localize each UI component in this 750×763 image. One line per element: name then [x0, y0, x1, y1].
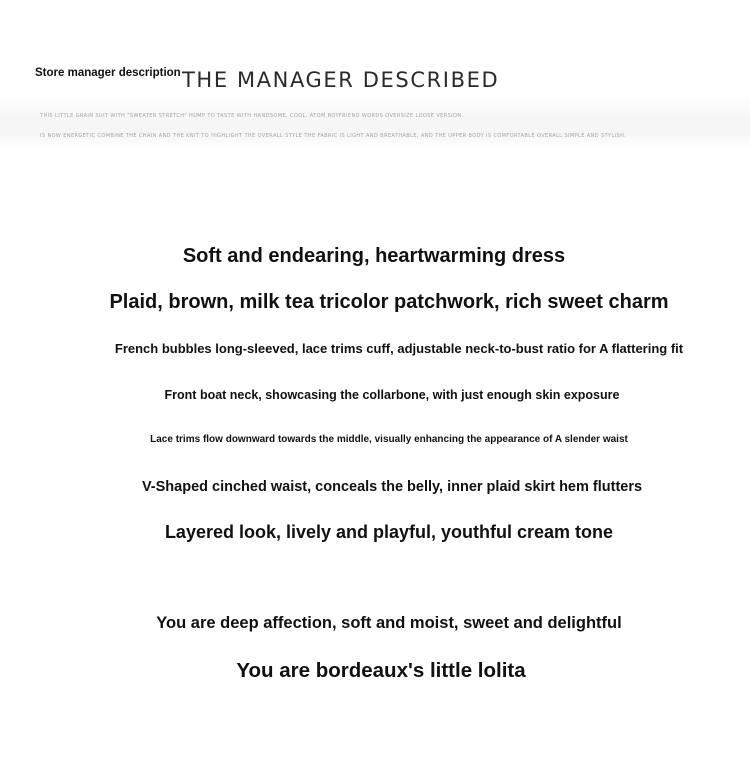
description-line: V-Shaped cinched waist, conceals the belly, inner plaid skirt hem flutters: [141, 479, 643, 495]
closing-line: You are deep affection, soft and moist, sweet and delightful: [156, 614, 622, 632]
faded-text-line: IS NOW ENERGETIC COMBINE THE CHAIN AND THE KNIT TO HIGHLIGHT THE OVERALL STYLE THE FABRIC IS LIGHT AND BREATHABLE, AND THE UPPER BODY IS COMFORTABLE OVERALL SIMPLE AND STYLISH.: [40, 133, 627, 139]
description-line: Lace trims flow downward towards the middle, visually enhancing the appearance of A slender waist: [150, 434, 628, 445]
description-line: Front boat neck, showcasing the collarbone, with just enough skin exposure: [164, 388, 620, 402]
closing-line: You are bordeaux's little lolita: [236, 659, 526, 682]
description-line: Soft and endearing, heartwarming dress: [182, 245, 566, 267]
header-label: Store manager description: [35, 67, 181, 79]
description-line: French bubbles long-sleeved, lace trims cuff, adjustable neck-to-bust ratio for A flattering fit: [114, 341, 684, 356]
faded-text-line: THIS LITTLE GRAIN SUIT WITH "SWEATER STRETCH" HUMP TO TASTE WITH HANDSOME, COOL, ATOM BOYFRIEND WORDS OVERSIZE LOOSE VERSION.: [40, 113, 464, 119]
description-line: Layered look, lively and playful, youthful cream tone: [164, 522, 614, 542]
description-line: Plaid, brown, milk tea tricolor patchwork, rich sweet charm: [109, 291, 669, 313]
header-title: THE MANAGER DESCRIBED: [182, 68, 500, 92]
faded-text-band: [0, 96, 750, 150]
